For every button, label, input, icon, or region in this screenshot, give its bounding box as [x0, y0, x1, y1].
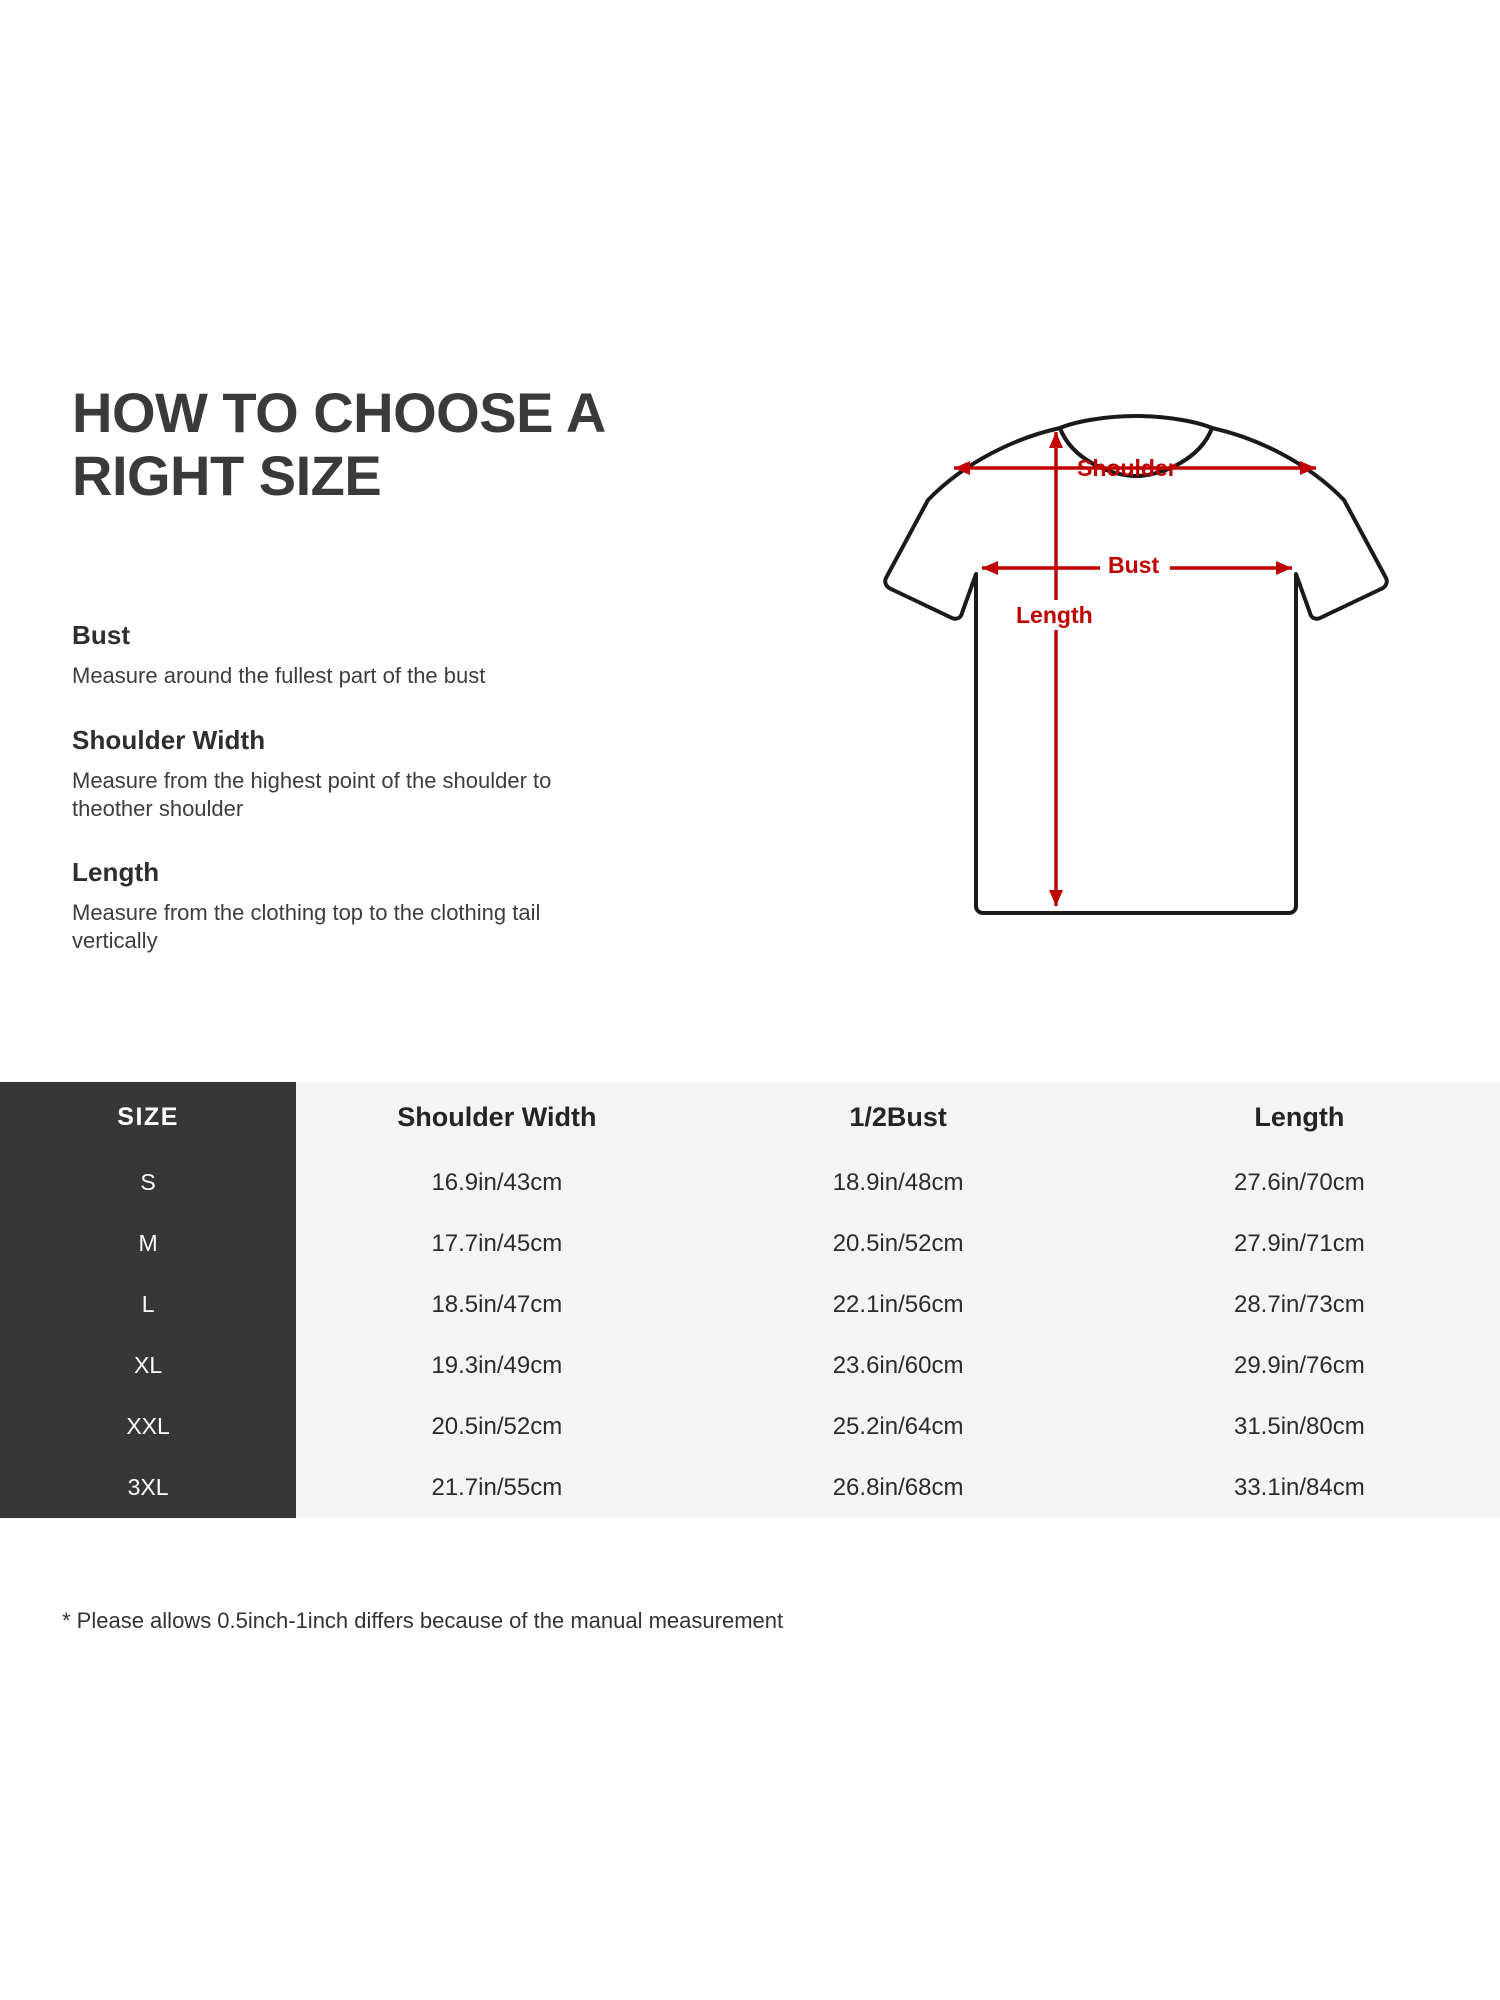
cell-shoulder-width: 20.5in/52cm: [296, 1396, 697, 1457]
cell-size: S: [0, 1152, 296, 1213]
cell-shoulder-width: 18.5in/47cm: [296, 1274, 697, 1335]
shoulder-label: Shoulder: [1077, 455, 1177, 481]
cell-size: M: [0, 1213, 296, 1274]
tshirt-outline-icon: [885, 416, 1387, 913]
guide-item-text: Measure from the highest point of the shoulder to theother shoulder: [72, 768, 552, 822]
cell-length: 33.1in/84cm: [1099, 1457, 1500, 1518]
guide-item-title: Length: [72, 857, 160, 887]
table-header-length: Length: [1099, 1082, 1500, 1152]
table-row: [0, 1457, 1500, 1518]
cell-length: 29.9in/76cm: [1099, 1335, 1500, 1396]
cell-half-bust: 18.9in/48cm: [697, 1152, 1098, 1213]
length-label: Length: [1016, 602, 1093, 628]
cell-length: 31.5in/80cm: [1099, 1396, 1500, 1457]
cell-size: XL: [0, 1335, 296, 1396]
table-header-half-bust: 1/2Bust: [697, 1082, 1098, 1152]
cell-shoulder-width: 16.9in/43cm: [296, 1152, 697, 1213]
cell-size: L: [0, 1274, 296, 1335]
cell-length: 28.7in/73cm: [1099, 1274, 1500, 1335]
table-header-row: [0, 1082, 1500, 1152]
table-row: [0, 1274, 1500, 1335]
measurement-footnote: * Please allows 0.5inch-1inch differs because of the manual measurement: [62, 1608, 784, 1633]
cell-size: XXL: [0, 1396, 296, 1457]
cell-shoulder-width: 17.7in/45cm: [296, 1213, 697, 1274]
guide-item-title: Shoulder Width: [72, 725, 266, 755]
cell-half-bust: 22.1in/56cm: [697, 1274, 1098, 1335]
cell-half-bust: 23.6in/60cm: [697, 1335, 1098, 1396]
cell-half-bust: 26.8in/68cm: [697, 1457, 1098, 1518]
cell-length: 27.9in/71cm: [1099, 1213, 1500, 1274]
page-title: HOW TO CHOOSE A RIGHT SIZE: [72, 381, 604, 507]
cell-size: 3XL: [0, 1457, 296, 1518]
guide-item-text: Measure around the fullest part of the bust: [72, 663, 486, 688]
cell-half-bust: 25.2in/64cm: [697, 1396, 1098, 1457]
cell-length: 27.6in/70cm: [1099, 1152, 1500, 1213]
tshirt-diagram: [760, 310, 1400, 950]
table-row: [0, 1152, 1500, 1213]
cell-half-bust: 20.5in/52cm: [697, 1213, 1098, 1274]
bust-label: Bust: [1108, 552, 1160, 578]
size-table: [0, 1082, 1500, 1518]
guide-item-text: Measure from the clothing top to the clothing tail vertically: [72, 900, 541, 954]
guide-section: [0, 300, 1500, 980]
guide-item-length: [72, 857, 692, 955]
table-row: [0, 1335, 1500, 1396]
guide-item-title: Bust: [72, 620, 131, 650]
table-row: [0, 1396, 1500, 1457]
guide-item-shoulder-width: [72, 725, 692, 823]
guide-item-bust: [72, 620, 692, 690]
table-row: [0, 1213, 1500, 1274]
cell-shoulder-width: 19.3in/49cm: [296, 1335, 697, 1396]
table-header-shoulder-width: Shoulder Width: [296, 1082, 697, 1152]
table-header-size: SIZE: [0, 1082, 296, 1152]
cell-shoulder-width: 21.7in/55cm: [296, 1457, 697, 1518]
size-table-wrap: [0, 1082, 1500, 1518]
